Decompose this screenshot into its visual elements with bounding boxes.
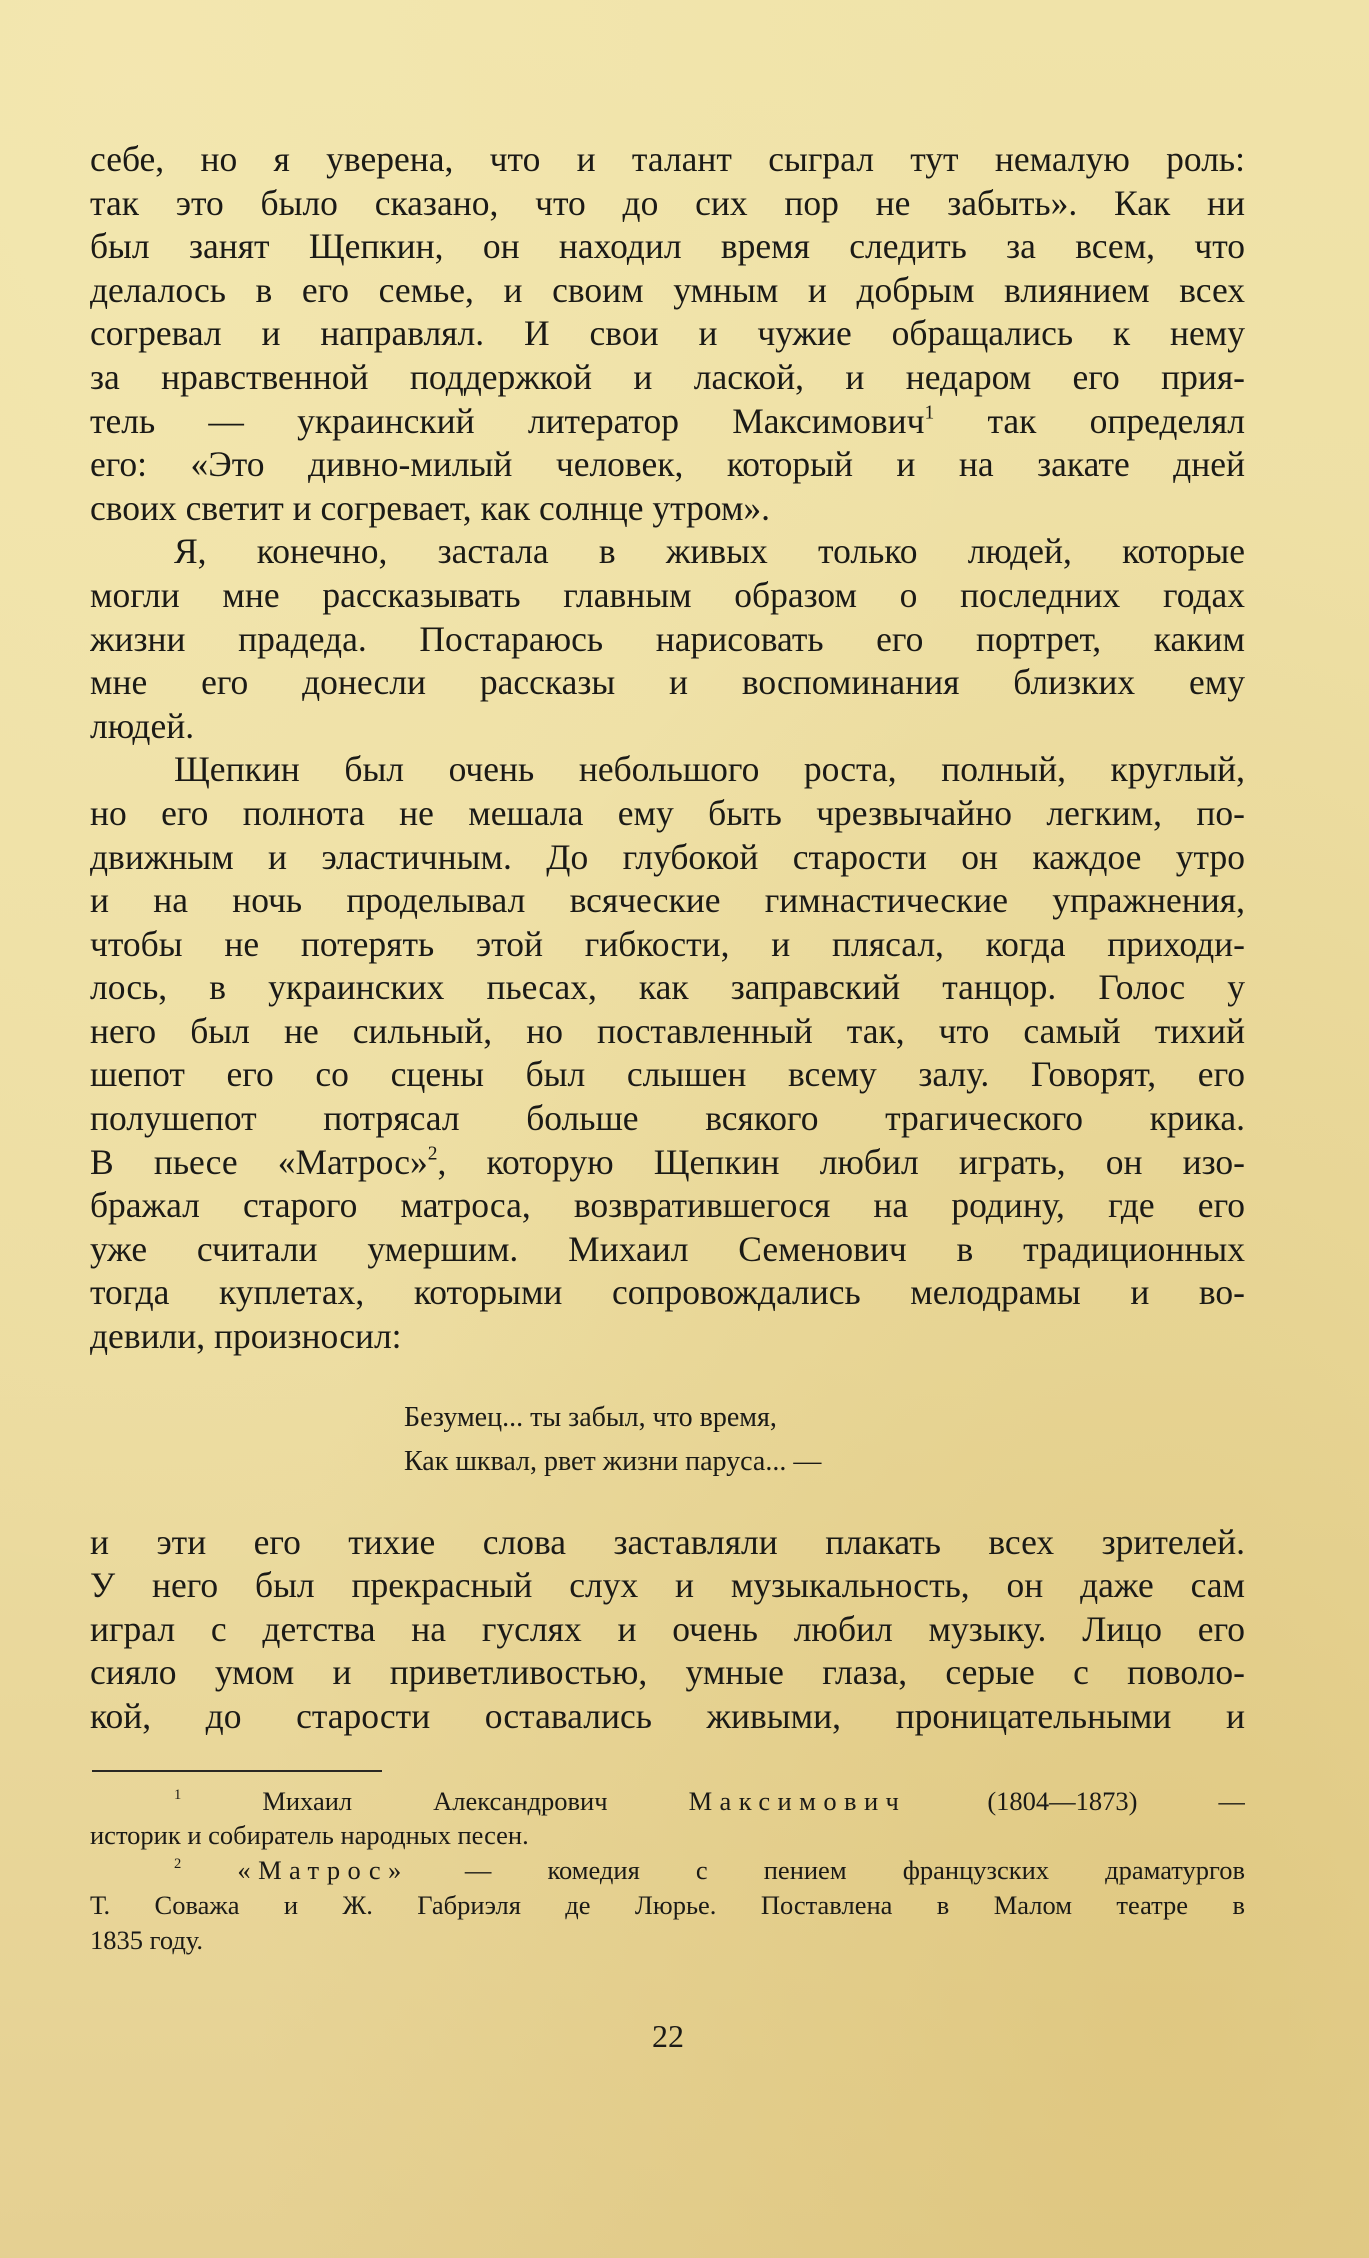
footnote-mark: 1 xyxy=(174,1786,182,1803)
text-line: девили, произносил: xyxy=(90,1316,402,1357)
main-text-continued xyxy=(90,1521,1245,1739)
footnote-text: (1804—1873) — xyxy=(987,1785,1245,1816)
text-line: У него был прекрасный слух и музыкальность, он даже сам xyxy=(90,1565,1245,1606)
footnotes xyxy=(90,1784,1245,1958)
text-line: уже считали умершим. Михаил Семенович в традиционных xyxy=(90,1228,1245,1269)
text-line: но его полнота не мешала ему быть чрезвычайно легким, по- xyxy=(90,792,1245,833)
footnote-ref-1: 1 xyxy=(924,401,935,423)
text-line: мне его донесли рассказы и воспоминания близких ему xyxy=(90,662,1245,703)
footnote-ref-2: 2 xyxy=(427,1143,438,1165)
footnote-name: Максимович xyxy=(688,1785,907,1816)
text-line: делалось в его семье, и своим умным и добрым влиянием всех xyxy=(90,269,1245,310)
text-line: так это было сказано, что до сих пор не забыть». Как ни xyxy=(90,182,1245,223)
footnote-1-cont: историк и собиратель народных песен. xyxy=(90,1820,529,1851)
footnote-1 xyxy=(90,1784,1245,1819)
page-content xyxy=(90,138,1245,1958)
text-line: жизни прадеда. Постараюсь нарисовать его портрет, каким xyxy=(90,618,1245,659)
text-line: согревал и направлял. И свои и чужие обращались к нему xyxy=(90,313,1245,354)
text-line: шепот его со сцены был слышен всему залу. Говорят, его xyxy=(90,1054,1245,1095)
text-line: тогда куплетах, которыми сопровождались мелодрамы и во- xyxy=(90,1272,1245,1313)
text-line: и эти его тихие слова заставляли плакать всех зрителей. xyxy=(90,1521,1245,1562)
footnote-divider xyxy=(92,1770,382,1772)
page-number: 22 xyxy=(652,2018,684,2054)
verse-line: Как шквал, рвет жизни паруса... — xyxy=(404,1445,822,1477)
text-segment: тель — украинский литератор Максимович xyxy=(90,400,925,441)
footnote-title: «Матрос» xyxy=(237,1855,409,1886)
text-line xyxy=(90,1141,1245,1185)
verse-quote xyxy=(90,1396,1245,1484)
text-line: чтобы не потерять этой гибкости, и плясал, когда приходи- xyxy=(90,923,1245,964)
text-line: играл с детства на гуслях и очень любил музыку. Лицо его xyxy=(90,1608,1245,1649)
footnote-text: Михаил Александрович xyxy=(262,1785,608,1816)
text-line: Щепкин был очень небольшого роста, полный, круглый, xyxy=(174,749,1245,790)
text-line: него был не сильный, но поставленный так, что самый тихий xyxy=(90,1010,1245,1051)
text-segment: так определял xyxy=(934,400,1245,441)
text-line: был занят Щепкин, он находил время следить за всем, что xyxy=(90,226,1245,267)
main-text xyxy=(90,138,1245,1359)
text-line: бражал старого матроса, возвратившегося на родину, где его xyxy=(90,1185,1245,1226)
text-line: полушепот потрясал больше всякого трагического крика. xyxy=(90,1098,1245,1139)
verse-line: Безумец... ты забыл, что время, xyxy=(404,1401,777,1433)
footnote-2-cont: Т. Соважа и Ж. Габриэля де Люрье. Поставлена в Малом театре в xyxy=(90,1889,1245,1920)
footnote-mark: 2 xyxy=(174,1856,182,1873)
text-segment: , которую Щепкин любил играть, он изо- xyxy=(437,1141,1245,1182)
footnote-2-cont: 1835 году. xyxy=(90,1924,204,1955)
text-line: могли мне рассказывать главным образом о последних годах xyxy=(90,574,1245,615)
text-line: людей. xyxy=(90,705,195,746)
text-line: и на ночь проделывал всяческие гимнастические упражнения, xyxy=(90,880,1245,921)
text-line: кой, до старости оставались живыми, проницательными и xyxy=(90,1696,1245,1736)
text-line: себе, но я уверена, что и талант сыграл тут немалую роль: xyxy=(90,139,1245,179)
text-segment: В пьесе «Матрос» xyxy=(90,1141,428,1182)
text-line: сияло умом и приветливостью, умные глаза, серые с поволо- xyxy=(90,1652,1245,1693)
text-line xyxy=(90,400,1245,444)
text-line: его: «Это дивно-милый человек, который и на закате дней xyxy=(90,444,1245,485)
text-line: движным и эластичным. До глубокой старости он каждое утро xyxy=(90,836,1245,877)
text-line: своих светит и согревает, как солнце утром». xyxy=(90,487,771,528)
text-line: лось, в украинских пьесах, как заправский танцор. Голос у xyxy=(90,967,1245,1008)
footnote-2 xyxy=(90,1853,1245,1888)
text-line: Я, конечно, застала в живых только людей, которые xyxy=(174,531,1245,572)
footnote-text: — комедия с пением французских драматургов xyxy=(408,1855,1245,1886)
text-line: за нравственной поддержкой и лаской, и недаром его прия- xyxy=(90,356,1245,397)
